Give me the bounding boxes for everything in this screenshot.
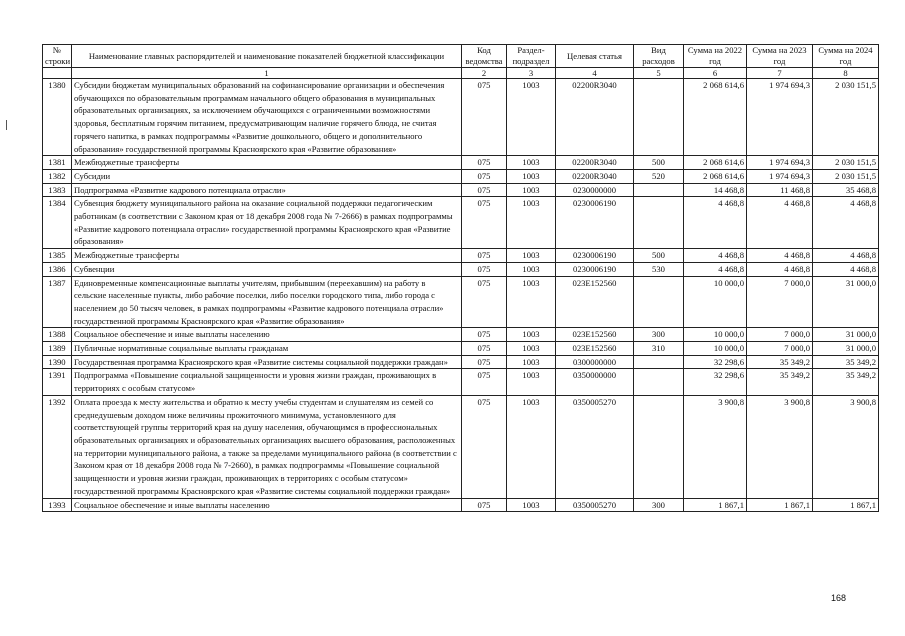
sum-2023: 4 468,8 bbox=[747, 262, 813, 276]
column-number: 6 bbox=[684, 68, 747, 79]
expense-type bbox=[634, 276, 684, 328]
dept-code: 075 bbox=[462, 395, 507, 498]
header-sum-2023: Сумма на 2023 год bbox=[747, 45, 813, 68]
row-name: Межбюджетные трансферты bbox=[72, 249, 462, 263]
sum-2024: 35 468,8 bbox=[813, 183, 879, 197]
target-article: 0350000000 bbox=[556, 369, 634, 395]
row-name: Публичные нормативные социальные выплаты гражданам bbox=[72, 342, 462, 356]
sum-2024: 4 468,8 bbox=[813, 249, 879, 263]
column-number-row bbox=[43, 68, 879, 79]
expense-type: 500 bbox=[634, 156, 684, 170]
row-number: 1387 bbox=[43, 276, 72, 328]
section-code: 1003 bbox=[507, 249, 556, 263]
row-name: Субсидии bbox=[72, 169, 462, 183]
header-target-article: Целевая статья bbox=[556, 45, 634, 68]
section-code: 1003 bbox=[507, 328, 556, 342]
header-name: Наименование главных распорядителей и наименование показателей бюджетной классификации bbox=[72, 45, 462, 68]
sum-2024: 31 000,0 bbox=[813, 342, 879, 356]
table-row bbox=[43, 249, 879, 263]
dept-code: 075 bbox=[462, 369, 507, 395]
sum-2024: 2 030 151,5 bbox=[813, 79, 879, 156]
sum-2023: 7 000,0 bbox=[747, 328, 813, 342]
sum-2024: 31 000,0 bbox=[813, 328, 879, 342]
sum-2024: 4 468,8 bbox=[813, 262, 879, 276]
dept-code: 075 bbox=[462, 156, 507, 170]
sum-2022: 10 000,0 bbox=[684, 328, 747, 342]
section-code: 1003 bbox=[507, 79, 556, 156]
expense-type bbox=[634, 183, 684, 197]
column-number: 8 bbox=[813, 68, 879, 79]
table-row bbox=[43, 79, 879, 156]
row-number: 1381 bbox=[43, 156, 72, 170]
section-code: 1003 bbox=[507, 183, 556, 197]
table-row bbox=[43, 369, 879, 395]
table-row bbox=[43, 197, 879, 249]
target-article: 0230006190 bbox=[556, 262, 634, 276]
section-code: 1003 bbox=[507, 395, 556, 498]
scan-artifact-mark bbox=[6, 120, 7, 130]
sum-2023: 4 468,8 bbox=[747, 197, 813, 249]
column-number: 4 bbox=[556, 68, 634, 79]
row-number: 1384 bbox=[43, 197, 72, 249]
row-number: 1386 bbox=[43, 262, 72, 276]
dept-code: 075 bbox=[462, 169, 507, 183]
row-name: Подпрограмма «Повышение социальной защищенности и уровня жизни граждан, проживающих в территориях с особым статусом» bbox=[72, 369, 462, 395]
sum-2024: 35 349,2 bbox=[813, 369, 879, 395]
expense-type bbox=[634, 79, 684, 156]
column-number bbox=[43, 68, 72, 79]
sum-2022: 14 468,8 bbox=[684, 183, 747, 197]
dept-code: 075 bbox=[462, 355, 507, 369]
target-article: 023E152560 bbox=[556, 342, 634, 356]
header-row-number: № строки bbox=[43, 45, 72, 68]
budget-table bbox=[42, 44, 879, 512]
sum-2024: 2 030 151,5 bbox=[813, 156, 879, 170]
sum-2022: 2 068 614,6 bbox=[684, 169, 747, 183]
page-number: 168 bbox=[831, 593, 847, 603]
section-code: 1003 bbox=[507, 156, 556, 170]
table-row bbox=[43, 395, 879, 498]
row-number: 1391 bbox=[43, 369, 72, 395]
row-name: Субвенция бюджету муниципального района на оказание социальной поддержки педагогическим работникам (в соответствии с Законом края от 18 декабря 2008 года № 7-2666) в рамках подпрограммы «Развитие кадрового потенциала отрасли» государственной программы Красноярского края «Развитие образования» bbox=[72, 197, 462, 249]
table-row bbox=[43, 262, 879, 276]
sum-2023: 11 468,8 bbox=[747, 183, 813, 197]
expense-type bbox=[634, 369, 684, 395]
table-row bbox=[43, 355, 879, 369]
dept-code: 075 bbox=[462, 197, 507, 249]
column-number: 3 bbox=[507, 68, 556, 79]
target-article: 02200R3040 bbox=[556, 156, 634, 170]
column-number: 2 bbox=[462, 68, 507, 79]
row-name: Единовременные компенсационные выплаты учителям, прибывшим (переехавшим) на работу в сельские населенные пункты, либо рабочие поселки, либо поселки городского типа, либо города с населением до 50 тысяч человек, в рамках подпрограммы «Развитие кадрового потенциала отрасли» государственной программы Красноярского края «Развитие образования» bbox=[72, 276, 462, 328]
header-sum-2024: Сумма на 2024 год bbox=[813, 45, 879, 68]
dept-code: 075 bbox=[462, 183, 507, 197]
section-code: 1003 bbox=[507, 342, 556, 356]
expense-type: 530 bbox=[634, 262, 684, 276]
row-name: Государственная программа Красноярского края «Развитие системы социальной поддержки граждан» bbox=[72, 355, 462, 369]
table-body bbox=[43, 79, 879, 512]
table-row bbox=[43, 328, 879, 342]
expense-type: 520 bbox=[634, 169, 684, 183]
row-number: 1390 bbox=[43, 355, 72, 369]
row-number: 1380 bbox=[43, 79, 72, 156]
dept-code: 075 bbox=[462, 342, 507, 356]
sum-2022: 1 867,1 bbox=[684, 498, 747, 512]
section-code: 1003 bbox=[507, 355, 556, 369]
sum-2023: 1 974 694,3 bbox=[747, 79, 813, 156]
sum-2023: 3 900,8 bbox=[747, 395, 813, 498]
sum-2023: 7 000,0 bbox=[747, 276, 813, 328]
section-code: 1003 bbox=[507, 276, 556, 328]
sum-2024: 35 349,2 bbox=[813, 355, 879, 369]
table-row bbox=[43, 183, 879, 197]
row-number: 1385 bbox=[43, 249, 72, 263]
target-article: 023E152560 bbox=[556, 276, 634, 328]
row-number: 1392 bbox=[43, 395, 72, 498]
table-header-row bbox=[43, 45, 879, 68]
sum-2022: 3 900,8 bbox=[684, 395, 747, 498]
section-code: 1003 bbox=[507, 262, 556, 276]
header-section: Раздел-подраздел bbox=[507, 45, 556, 68]
sum-2022: 2 068 614,6 bbox=[684, 156, 747, 170]
table-row bbox=[43, 156, 879, 170]
expense-type bbox=[634, 355, 684, 369]
dept-code: 075 bbox=[462, 262, 507, 276]
column-number: 5 bbox=[634, 68, 684, 79]
section-code: 1003 bbox=[507, 369, 556, 395]
row-number: 1393 bbox=[43, 498, 72, 512]
target-article: 0230006190 bbox=[556, 197, 634, 249]
dept-code: 075 bbox=[462, 79, 507, 156]
target-article: 0300000000 bbox=[556, 355, 634, 369]
sum-2023: 35 349,2 bbox=[747, 355, 813, 369]
table-row bbox=[43, 276, 879, 328]
sum-2024: 2 030 151,5 bbox=[813, 169, 879, 183]
target-article: 02200R3040 bbox=[556, 79, 634, 156]
expense-type bbox=[634, 197, 684, 249]
target-article: 0350005270 bbox=[556, 498, 634, 512]
sum-2022: 4 468,8 bbox=[684, 262, 747, 276]
sum-2022: 10 000,0 bbox=[684, 276, 747, 328]
sum-2023: 1 867,1 bbox=[747, 498, 813, 512]
target-article: 0350005270 bbox=[556, 395, 634, 498]
expense-type: 310 bbox=[634, 342, 684, 356]
column-number: 1 bbox=[72, 68, 462, 79]
expense-type: 300 bbox=[634, 498, 684, 512]
sum-2023: 35 349,2 bbox=[747, 369, 813, 395]
target-article: 0230000000 bbox=[556, 183, 634, 197]
row-name: Социальное обеспечение и иные выплаты населению bbox=[72, 328, 462, 342]
row-name: Оплата проезда к месту жительства и обратно к месту учебы студентам и слушателям из семей со среднедушевым доходом ниже величины прожиточного минимума, установленного для соответствующей группы территорий края на душу населения, обучающимся в профессиональных образовательных организациях и образовательных организациях высшего образования, расположенных на территории муниципального района, а также за пределами муниципального района (в соответствии с Законом края от 18 декабря 2008 года № 7-2660), в рамках подпрограммы «Повышение социальной защищенности и уровня жизни граждан, проживающих в территориях с особым статусом» государственной программы Красноярского края «Развитие системы социальной поддержки граждан» bbox=[72, 395, 462, 498]
dept-code: 075 bbox=[462, 276, 507, 328]
sum-2023: 1 974 694,3 bbox=[747, 169, 813, 183]
sum-2024: 4 468,8 bbox=[813, 197, 879, 249]
row-number: 1389 bbox=[43, 342, 72, 356]
sum-2023: 7 000,0 bbox=[747, 342, 813, 356]
target-article: 02200R3040 bbox=[556, 169, 634, 183]
section-code: 1003 bbox=[507, 169, 556, 183]
header-expense-type: Вид расходов bbox=[634, 45, 684, 68]
section-code: 1003 bbox=[507, 197, 556, 249]
expense-type: 500 bbox=[634, 249, 684, 263]
target-article: 023E152560 bbox=[556, 328, 634, 342]
expense-type: 300 bbox=[634, 328, 684, 342]
sum-2024: 1 867,1 bbox=[813, 498, 879, 512]
sum-2022: 32 298,6 bbox=[684, 369, 747, 395]
row-name: Субсидии бюджетам муниципальных образований на софинансирование организации и обеспечения обучающихся по образовательным программам начального общего образования в муниципальных образовательных организациях, за исключением обучающихся с ограниченными возможностями здоровья, бесплатным горячим питанием, предусматривающим наличие горячего блюда, не считая горячего напитка, в рамках подпрограммы «Развитие дошкольного, общего и дополнительного образования» государственной программы Красноярского края «Развитие образования» bbox=[72, 79, 462, 156]
dept-code: 075 bbox=[462, 249, 507, 263]
sum-2024: 31 000,0 bbox=[813, 276, 879, 328]
dept-code: 075 bbox=[462, 328, 507, 342]
row-number: 1388 bbox=[43, 328, 72, 342]
sum-2022: 10 000,0 bbox=[684, 342, 747, 356]
expense-type bbox=[634, 395, 684, 498]
dept-code: 075 bbox=[462, 498, 507, 512]
sum-2022: 4 468,8 bbox=[684, 197, 747, 249]
row-name: Межбюджетные трансферты bbox=[72, 156, 462, 170]
column-number: 7 bbox=[747, 68, 813, 79]
sum-2023: 4 468,8 bbox=[747, 249, 813, 263]
sum-2024: 3 900,8 bbox=[813, 395, 879, 498]
header-dept-code: Код ведомства bbox=[462, 45, 507, 68]
header-sum-2022: Сумма на 2022 год bbox=[684, 45, 747, 68]
target-article: 0230006190 bbox=[556, 249, 634, 263]
row-name: Социальное обеспечение и иные выплаты населению bbox=[72, 498, 462, 512]
sum-2023: 1 974 694,3 bbox=[747, 156, 813, 170]
row-number: 1382 bbox=[43, 169, 72, 183]
sum-2022: 32 298,6 bbox=[684, 355, 747, 369]
row-name: Подпрограмма «Развитие кадрового потенциала отрасли» bbox=[72, 183, 462, 197]
row-number: 1383 bbox=[43, 183, 72, 197]
sum-2022: 4 468,8 bbox=[684, 249, 747, 263]
sum-2022: 2 068 614,6 bbox=[684, 79, 747, 156]
section-code: 1003 bbox=[507, 498, 556, 512]
table-row bbox=[43, 169, 879, 183]
table-row bbox=[43, 498, 879, 512]
table-row bbox=[43, 342, 879, 356]
row-name: Субвенции bbox=[72, 262, 462, 276]
